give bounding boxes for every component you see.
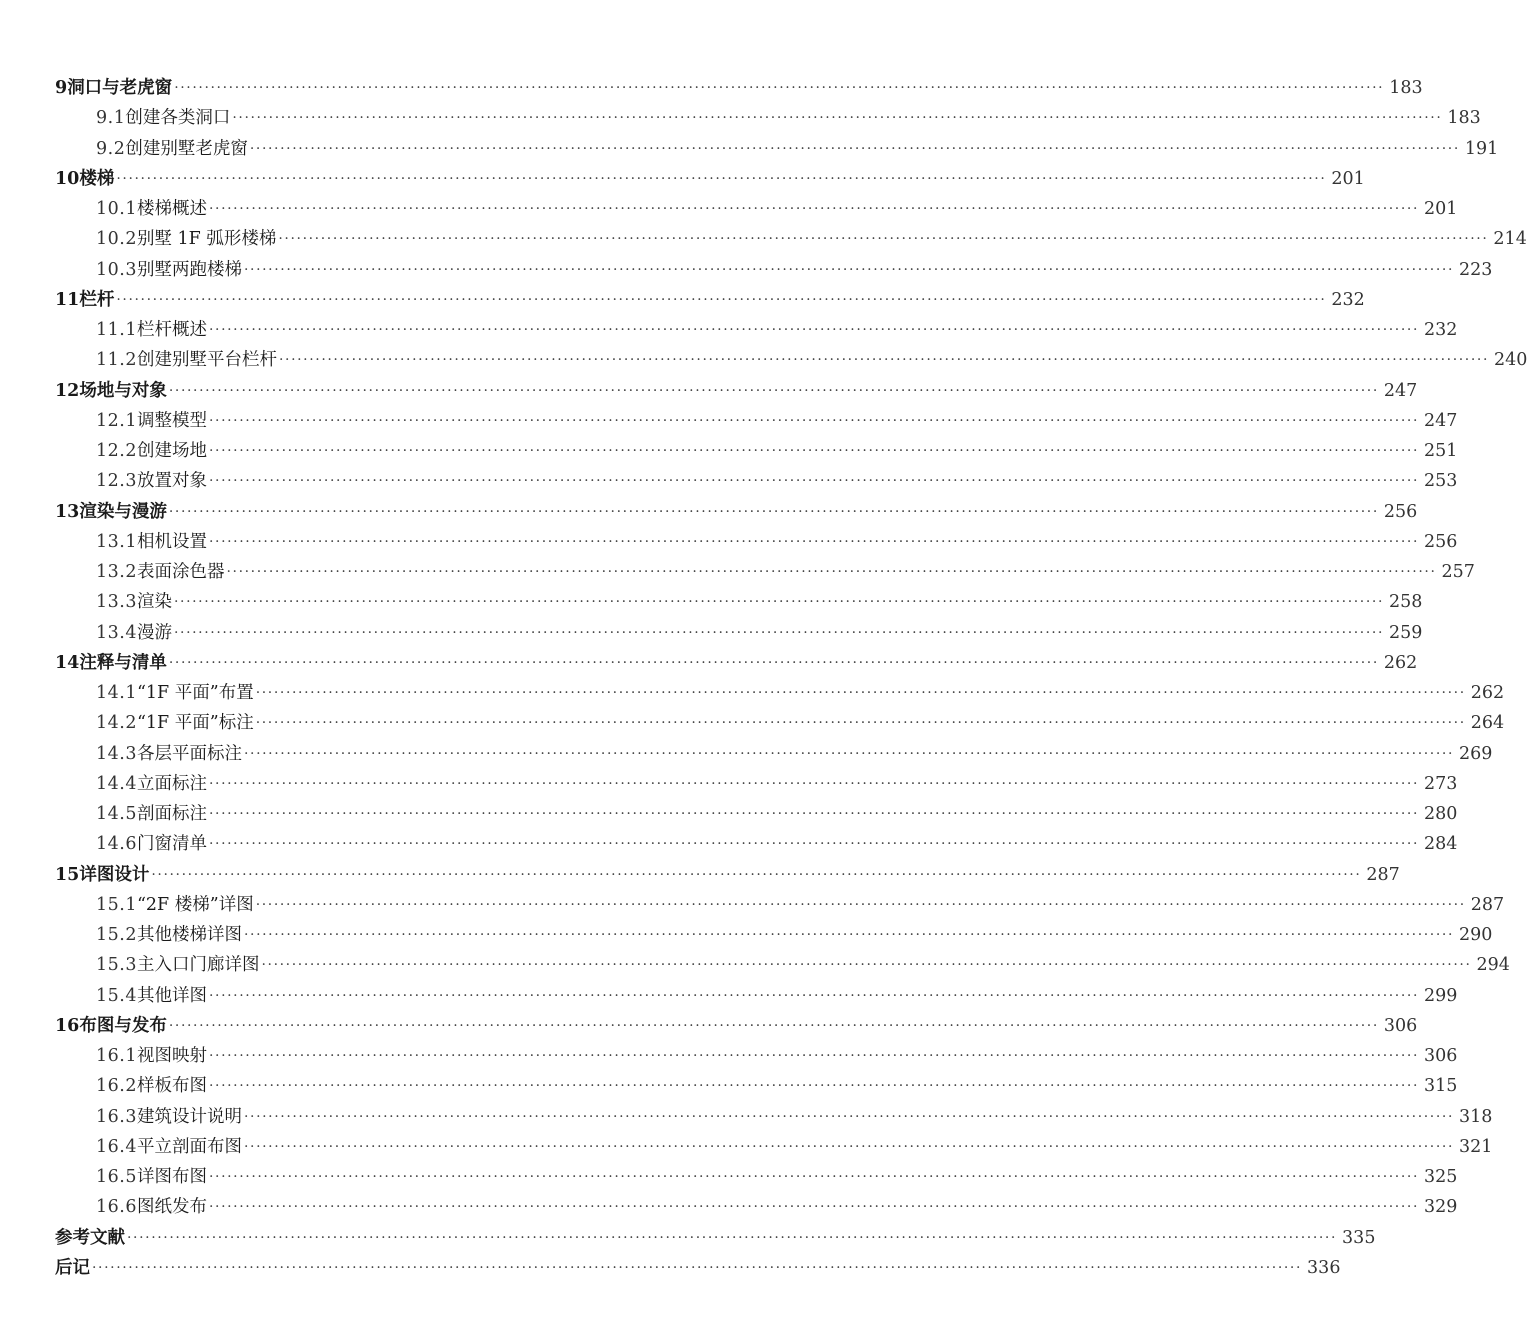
toc-section-entry bbox=[55, 1192, 1458, 1222]
dot-leader: ········································································································································································································ bbox=[208, 1078, 1420, 1095]
toc-entry-page-number: 306 bbox=[1424, 1046, 1458, 1066]
dot-leader: ········································································································································································································ bbox=[208, 987, 1420, 1004]
toc-section-entry bbox=[55, 315, 1458, 345]
toc-entry-title: 渲染与漫游 bbox=[79, 501, 167, 522]
toc-chapter-entry bbox=[55, 73, 1423, 103]
toc-entry-title: 平立剖面布图 bbox=[136, 1136, 242, 1157]
toc-entry-number: 14.5 bbox=[96, 804, 137, 824]
toc-entry-page-number: 183 bbox=[1389, 78, 1423, 98]
toc-entry-title: 详图设计 bbox=[79, 864, 150, 885]
toc-entry-page-number: 321 bbox=[1459, 1136, 1493, 1157]
toc-entry-title: “1F 平面”布置 bbox=[136, 683, 254, 703]
dot-leader: ········································································································································································································ bbox=[232, 110, 1443, 127]
toc-entry-page-number: 269 bbox=[1459, 743, 1493, 764]
toc-section-entry bbox=[55, 587, 1423, 617]
toc-entry-page-number: 232 bbox=[1331, 289, 1365, 310]
dot-leader: ········································································································································································································ bbox=[208, 473, 1420, 490]
toc-entry-page-number: 306 bbox=[1383, 1015, 1418, 1036]
toc-entry-number: 13.4 bbox=[96, 622, 137, 643]
toc-entry-page-number: 264 bbox=[1470, 713, 1505, 734]
toc-entry-page-number: 318 bbox=[1459, 1106, 1493, 1127]
toc-entry-number: 16.2 bbox=[96, 1076, 137, 1097]
toc-section-entry bbox=[55, 829, 1458, 859]
toc-entry-number: 16 bbox=[55, 1015, 80, 1036]
toc-entry-title: 创建各类洞口 bbox=[125, 108, 231, 129]
toc-entry-number: 9.2 bbox=[96, 138, 126, 159]
toc-entry-page-number: 290 bbox=[1459, 925, 1493, 945]
toc-entry-page-number: 247 bbox=[1383, 380, 1418, 401]
dot-leader: ········································································································································································································ bbox=[173, 624, 1385, 641]
toc-section-entry bbox=[55, 255, 1493, 285]
dot-leader: ········································································································································································································ bbox=[208, 322, 1420, 338]
toc-entry-title: 立面标注 bbox=[136, 773, 207, 794]
dot-leader: ········································································································································································································ bbox=[116, 170, 1327, 187]
toc-entry-page-number: 256 bbox=[1383, 501, 1418, 522]
table-of-contents bbox=[55, 73, 1527, 1283]
toc-entry-page-number: 287 bbox=[1470, 894, 1505, 915]
toc-entry-title: 详图布图 bbox=[136, 1167, 207, 1187]
toc-section-entry bbox=[55, 981, 1458, 1011]
toc-entry-title: 相机设置 bbox=[136, 531, 207, 552]
dot-leader: ········································································································································································································ bbox=[278, 352, 1490, 369]
toc-entry-page-number: 335 bbox=[1342, 1227, 1376, 1248]
toc-entry-title: 其他详图 bbox=[136, 985, 207, 1006]
toc-entry-title: 别墅两跑楼梯 bbox=[136, 259, 242, 280]
toc-entry-title: 后记 bbox=[55, 1257, 90, 1278]
toc-entry-page-number: 201 bbox=[1331, 168, 1365, 189]
dot-leader: ········································································································································································································ bbox=[243, 927, 1455, 943]
dot-leader: ········································································································································································································ bbox=[174, 80, 1385, 96]
toc-entry-number: 12.1 bbox=[96, 410, 137, 431]
toc-entry-title: “2F 楼梯”详图 bbox=[136, 894, 254, 915]
toc-entry-page-number: 294 bbox=[1476, 955, 1510, 976]
toc-entry-number: 16.6 bbox=[96, 1197, 137, 1218]
toc-entry-title: 漫游 bbox=[136, 622, 172, 643]
toc-entry-number: 10 bbox=[55, 168, 80, 189]
toc-entry-title: 渲染 bbox=[136, 592, 172, 613]
toc-entry-title: 放置对象 bbox=[136, 471, 207, 492]
toc-entry-number: 15 bbox=[55, 864, 80, 885]
toc-section-entry bbox=[55, 920, 1493, 950]
toc-section-entry bbox=[55, 406, 1458, 436]
dot-leader: ········································································································································································································ bbox=[173, 594, 1385, 611]
toc-entry-page-number: 223 bbox=[1459, 259, 1493, 280]
toc-entry-number: 10.2 bbox=[96, 229, 137, 250]
toc-section-entry bbox=[55, 224, 1527, 254]
toc-entry-number: 16.3 bbox=[96, 1106, 137, 1127]
toc-entry-page-number: 315 bbox=[1424, 1076, 1458, 1097]
dot-leader: ········································································································································································································ bbox=[168, 503, 1379, 520]
dot-leader: ········································································································································································································ bbox=[243, 261, 1455, 278]
toc-entry-title: 栏杆 bbox=[79, 289, 115, 310]
dot-leader: ········································································································································································································ bbox=[243, 1138, 1455, 1155]
toc-entry-page-number: 262 bbox=[1470, 683, 1505, 703]
toc-entry-title: 各层平面标注 bbox=[136, 743, 242, 764]
toc-entry-number: 15.3 bbox=[96, 955, 137, 976]
toc-entry-number: 10.1 bbox=[96, 199, 137, 219]
toc-entry-number: 9 bbox=[55, 78, 68, 98]
toc-chapter-entry bbox=[55, 285, 1365, 315]
dot-leader: ········································································································································································································ bbox=[278, 231, 1489, 248]
toc-section-entry bbox=[55, 103, 1481, 133]
toc-entry-number: 16.1 bbox=[96, 1046, 137, 1066]
dot-leader: ········································································································································································································ bbox=[168, 382, 1379, 399]
dot-leader: ········································································································································································································ bbox=[255, 715, 1466, 732]
toc-entry-number: 11.2 bbox=[96, 350, 137, 371]
toc-entry-title: 创建场地 bbox=[136, 441, 207, 461]
toc-entry-number: 14.2 bbox=[96, 713, 137, 734]
dot-leader: ········································································································································································································ bbox=[261, 957, 1472, 974]
toc-entry-page-number: 273 bbox=[1424, 773, 1458, 794]
toc-entry-page-number: 262 bbox=[1383, 652, 1418, 673]
toc-entry-title: 注释与清单 bbox=[79, 652, 167, 673]
toc-entry-number: 14.1 bbox=[96, 683, 137, 703]
toc-entry-page-number: 251 bbox=[1424, 441, 1458, 461]
dot-leader: ········································································································································································································ bbox=[208, 412, 1420, 429]
toc-entry-title: 建筑设计说明 bbox=[136, 1106, 242, 1127]
toc-entry-number: 11 bbox=[55, 289, 80, 310]
toc-entry-title: 别墅 1F 弧形楼梯 bbox=[136, 229, 277, 250]
toc-section-entry bbox=[55, 950, 1510, 980]
dot-leader: ········································································································································································································ bbox=[208, 806, 1420, 822]
toc-section-entry bbox=[55, 799, 1458, 829]
toc-section-entry bbox=[55, 1132, 1493, 1162]
toc-section-entry bbox=[55, 708, 1505, 738]
toc-entry-title: 场地与对象 bbox=[79, 380, 167, 401]
toc-entry-number: 15.2 bbox=[96, 925, 137, 945]
toc-section-entry bbox=[55, 527, 1458, 557]
toc-section-entry bbox=[55, 739, 1493, 769]
toc-entry-page-number: 336 bbox=[1307, 1257, 1341, 1278]
toc-entry-number: 15.1 bbox=[96, 894, 137, 915]
toc-entry-number: 13.1 bbox=[96, 531, 137, 552]
toc-section-entry bbox=[55, 436, 1458, 466]
toc-entry-page-number: 258 bbox=[1389, 592, 1423, 613]
toc-entry-number: 14 bbox=[55, 652, 80, 673]
dot-leader: ········································································································································································································ bbox=[208, 1169, 1420, 1185]
toc-chapter-entry bbox=[55, 1223, 1376, 1253]
toc-chapter-entry bbox=[55, 1253, 1341, 1283]
toc-entry-title: 调整模型 bbox=[136, 410, 207, 431]
dot-leader: ········································································································································································································ bbox=[208, 836, 1420, 853]
toc-entry-title: 图纸发布 bbox=[136, 1197, 207, 1218]
toc-entry-number: 14.4 bbox=[96, 773, 137, 794]
toc-chapter-entry bbox=[55, 860, 1400, 890]
toc-entry-page-number: 232 bbox=[1424, 320, 1458, 340]
toc-section-entry bbox=[55, 557, 1475, 587]
toc-chapter-entry bbox=[55, 164, 1365, 194]
toc-entry-title: “1F 平面”标注 bbox=[136, 713, 254, 734]
toc-entry-title: 剖面标注 bbox=[136, 804, 207, 824]
toc-section-entry bbox=[55, 134, 1499, 164]
toc-entry-number: 9.1 bbox=[96, 108, 126, 129]
toc-entry-page-number: 259 bbox=[1389, 622, 1423, 643]
dot-leader: ········································································································································································································ bbox=[243, 1108, 1455, 1125]
dot-leader: ········································································································································································································ bbox=[208, 1048, 1420, 1064]
toc-section-entry bbox=[55, 890, 1505, 920]
toc-entry-page-number: 253 bbox=[1424, 471, 1458, 492]
toc-entry-page-number: 325 bbox=[1424, 1167, 1458, 1187]
toc-entry-number: 12.3 bbox=[96, 471, 137, 492]
toc-entry-title: 创建别墅平台栏杆 bbox=[136, 350, 277, 371]
toc-section-entry bbox=[55, 1162, 1458, 1192]
toc-entry-page-number: 284 bbox=[1424, 834, 1458, 855]
toc-section-entry bbox=[55, 345, 1527, 375]
dot-leader: ········································································································································································································ bbox=[208, 775, 1420, 792]
toc-entry-number: 13.3 bbox=[96, 592, 137, 613]
toc-chapter-entry bbox=[55, 648, 1418, 678]
dot-leader: ········································································································································································································ bbox=[226, 564, 1437, 580]
toc-entry-page-number: 280 bbox=[1424, 804, 1458, 824]
toc-entry-number: 12.2 bbox=[96, 441, 137, 461]
toc-section-entry bbox=[55, 466, 1458, 496]
toc-chapter-entry bbox=[55, 376, 1418, 406]
toc-entry-number: 12 bbox=[55, 380, 80, 401]
toc-section-entry bbox=[55, 1041, 1458, 1071]
toc-entry-page-number: 256 bbox=[1424, 531, 1458, 552]
dot-leader: ········································································································································································································ bbox=[208, 443, 1420, 459]
toc-entry-title: 参考文献 bbox=[55, 1227, 125, 1248]
dot-leader: ········································································································································································································ bbox=[208, 201, 1420, 217]
toc-entry-number: 16.4 bbox=[96, 1136, 137, 1157]
toc-chapter-entry bbox=[55, 497, 1418, 527]
toc-entry-page-number: 287 bbox=[1366, 864, 1400, 885]
toc-section-entry bbox=[55, 769, 1458, 799]
toc-section-entry bbox=[55, 194, 1458, 224]
toc-entry-number: 16.5 bbox=[96, 1167, 137, 1187]
toc-entry-title: 门窗清单 bbox=[136, 834, 207, 855]
dot-leader: ········································································································································································································ bbox=[243, 745, 1455, 762]
toc-section-entry bbox=[55, 1102, 1493, 1132]
toc-entry-page-number: 214 bbox=[1493, 229, 1527, 250]
dot-leader: ········································································································································································································ bbox=[249, 140, 1460, 157]
toc-entry-page-number: 201 bbox=[1424, 199, 1458, 219]
toc-entry-title: 楼梯概述 bbox=[136, 199, 207, 219]
toc-entry-page-number: 299 bbox=[1424, 985, 1458, 1006]
toc-section-entry bbox=[55, 618, 1423, 648]
dot-leader: ········································································································································································································ bbox=[92, 1259, 1303, 1276]
toc-entry-page-number: 191 bbox=[1464, 138, 1499, 159]
dot-leader: ········································································································································································································ bbox=[208, 533, 1420, 550]
toc-entry-page-number: 183 bbox=[1447, 108, 1481, 129]
toc-entry-number: 13 bbox=[55, 501, 80, 522]
toc-entry-number: 14.3 bbox=[96, 743, 137, 764]
toc-entry-number: 14.6 bbox=[96, 834, 137, 855]
toc-entry-title: 样板布图 bbox=[136, 1076, 207, 1097]
dot-leader: ········································································································································································································ bbox=[255, 685, 1466, 701]
toc-entry-page-number: 329 bbox=[1424, 1197, 1458, 1218]
toc-entry-title: 其他楼梯详图 bbox=[136, 925, 242, 945]
toc-entry-title: 栏杆概述 bbox=[136, 320, 207, 340]
toc-entry-title: 洞口与老虎窗 bbox=[67, 78, 173, 98]
dot-leader: ········································································································································································································ bbox=[168, 1017, 1379, 1034]
toc-entry-title: 视图映射 bbox=[136, 1046, 207, 1066]
toc-entry-title: 创建别墅老虎窗 bbox=[125, 138, 248, 159]
dot-leader: ········································································································································································································ bbox=[127, 1229, 1338, 1246]
toc-entry-number: 10.3 bbox=[96, 259, 137, 280]
toc-entry-title: 主入口门廊详图 bbox=[136, 955, 260, 976]
toc-entry-number: 13.2 bbox=[96, 562, 137, 582]
toc-entry-title: 表面涂色器 bbox=[136, 562, 225, 582]
toc-entry-title: 布图与发布 bbox=[79, 1015, 167, 1036]
dot-leader: ········································································································································································································ bbox=[255, 896, 1466, 913]
toc-section-entry bbox=[55, 1071, 1458, 1101]
toc-entry-page-number: 247 bbox=[1424, 410, 1458, 431]
toc-chapter-entry bbox=[55, 1011, 1418, 1041]
toc-entry-page-number: 240 bbox=[1494, 350, 1527, 371]
toc-entry-page-number: 257 bbox=[1441, 562, 1475, 582]
toc-entry-title: 楼梯 bbox=[79, 168, 115, 189]
toc-entry-number: 11.1 bbox=[96, 320, 137, 340]
toc-section-entry bbox=[55, 678, 1505, 708]
dot-leader: ········································································································································································································ bbox=[208, 1199, 1420, 1216]
dot-leader: ········································································································································································································ bbox=[116, 291, 1327, 308]
toc-entry-number: 15.4 bbox=[96, 985, 137, 1006]
dot-leader: ········································································································································································································ bbox=[168, 654, 1379, 671]
dot-leader: ········································································································································································································ bbox=[151, 866, 1362, 883]
